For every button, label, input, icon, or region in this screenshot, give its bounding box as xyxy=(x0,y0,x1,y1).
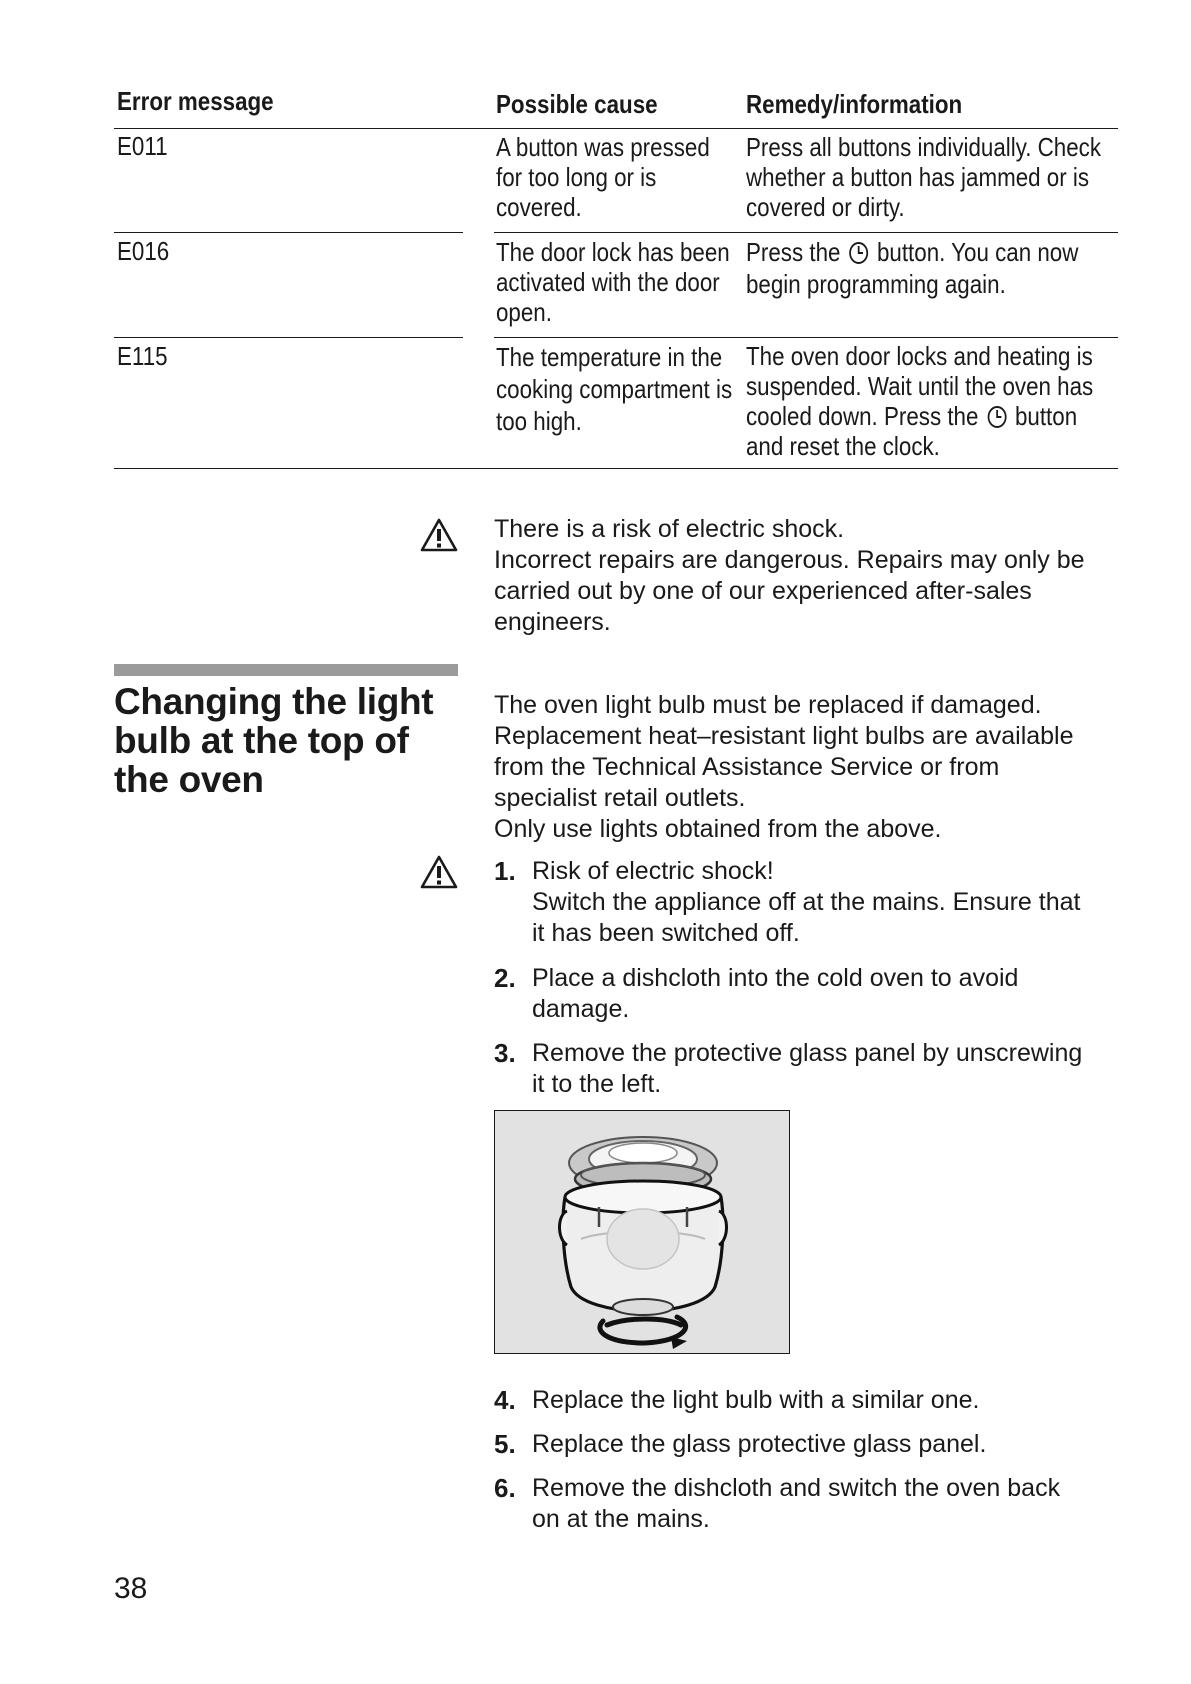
cause-e115: The temperature in the cooking compartment is too high. xyxy=(496,342,733,436)
electric-shock-warning: There is a risk of electric shock. Incorrect repairs are dangerous. Repairs may only be carried out by one of our experienced after-sales engineers. xyxy=(494,515,1085,636)
header-remedy: Remedy/information xyxy=(746,89,963,119)
row-rule-left xyxy=(114,337,463,338)
cause-e016: The door lock has been activated with the door open. xyxy=(496,237,730,327)
error-code-e011: E011 xyxy=(117,131,168,161)
header-possible-cause: Possible cause xyxy=(496,89,658,119)
remedy-e016: Press the button. You can now begin programming again. xyxy=(746,237,1079,299)
clock-icon xyxy=(848,241,869,265)
row-rule-right xyxy=(494,337,1118,338)
row-rule-left xyxy=(114,232,463,233)
page-number: 38 xyxy=(114,1572,148,1605)
glass-panel-illustration xyxy=(494,1110,790,1354)
light-bulb-cover-icon xyxy=(495,1111,788,1352)
warning-icon xyxy=(420,855,458,889)
header-error-message: Error message xyxy=(117,86,274,116)
remedy-e115: The oven door locks and heating is suspended. Wait until the oven has cooled down. Press the button and reset the clock. xyxy=(746,341,1094,461)
table-header-rule xyxy=(114,128,1118,129)
cause-e011: A button was pressed for too long or is covered. xyxy=(496,132,710,222)
row-rule-right xyxy=(494,232,1118,233)
section-intro: The oven light bulb must be replaced if damaged. Replacement heat–resistant light bulbs are available from the Technical Assistance Service or from specialist retail outlets. Only use lights obtained from the above. xyxy=(494,691,1074,843)
warning-icon xyxy=(420,518,458,552)
error-code-e115: E115 xyxy=(117,341,168,371)
error-code-e016: E016 xyxy=(117,236,170,266)
clock-icon xyxy=(986,405,1007,429)
section-title: Changing the light bulb at the top of the oven xyxy=(114,681,434,800)
section-divider-bar xyxy=(114,664,458,676)
remedy-e011: Press all buttons individually. Check whether a button has jammed or is covered or dirty. xyxy=(746,132,1102,222)
table-bottom-rule xyxy=(114,468,1118,469)
